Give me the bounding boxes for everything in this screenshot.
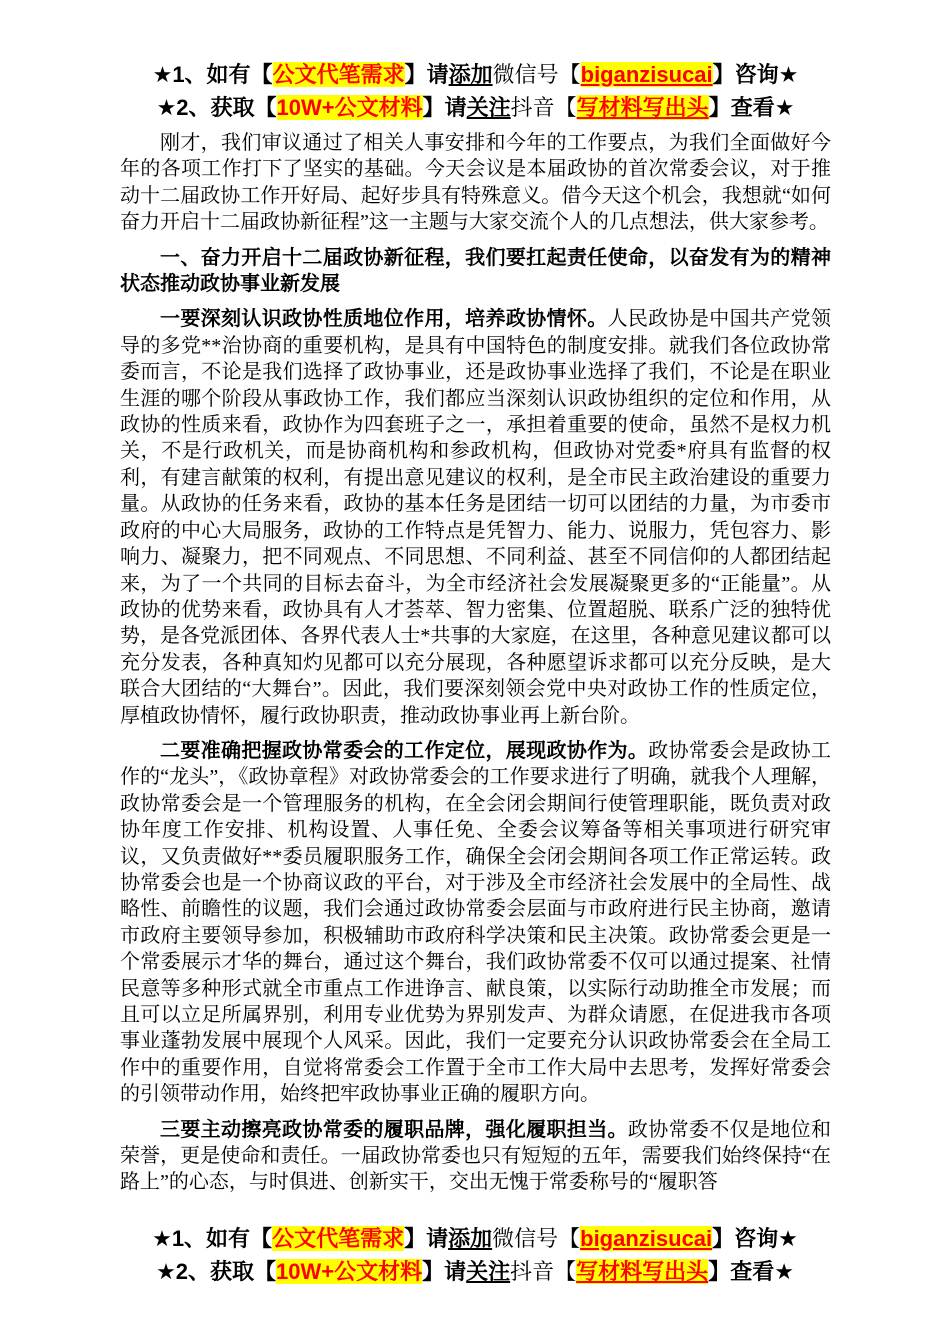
- promo-segment: 10W+公文材料: [276, 95, 423, 120]
- promo-segment: ★2、获取【: [156, 95, 277, 120]
- body-paragraph: [120, 306, 831, 729]
- body-paragraph: [120, 1117, 831, 1196]
- promo-segment: 写材料写出头: [576, 1259, 709, 1284]
- promo-segment: 】查看★: [708, 1259, 794, 1284]
- promo-segment: biganzisucai: [580, 62, 713, 87]
- document-body: [120, 130, 831, 1205]
- promo-banner-bottom: [0, 1222, 950, 1288]
- promo-segment: 】咨询★: [712, 62, 799, 87]
- promo-segment: ★2、获取【: [156, 1259, 277, 1284]
- paragraph-text: 政协常委会是政协工作的“龙头”，《政协章程》对政协常委会的工作要求进行了明确，就我个人理解，政协常委会是一个管理服务的机构，在全会闭会期间行使管理职能，既负责对政协年度工作安排、机构设置、人事任免、全委会议筹备等相关事项进行研究审议，又负责做好**委员履职服务工作，确保全会闭会期间各项工作正常运转。政协常委会也是一个协商议政的平台，对于涉及全市经济社会发展中的全局性、战略性、前瞻性的议题，我们会通过政协常委会层面与市政府进行民主协商，邀请市政府主要领导参加，积极辅助市政府科学决策和民主决策。政协常委会更是一个常委展示才华的舞台，通过这个舞台，我们政协常委不仅可以通过提案、社情民意等多种形式就全市重点工作进诤言、献良策，以实际行动助推全市发展；而且可以立足所属界别，利用专业优势为界别发声、为群众请愿，在促进我市各项事业蓬勃发展中展现个人风采。因此，我们一定要充分认识政协常委会在全局工作中的重要作用，自觉将常委会工作置于全市工作大局中去思考，发挥好常委会的引领带动作用，始终把牢政协事业正确的履职方向。: [120, 739, 831, 1106]
- promo-segment: 】咨询★: [712, 1226, 798, 1251]
- promo-segment: 10W+公文材料: [276, 1259, 423, 1284]
- paragraph-text: 人民政协是中国共产党领导的多党**治协商的重要机构，是具有中国特色的制度安排。就我们各位政协常委而言，不论是我们选择了政协事业，还是政协事业选择了我们，不论是在职业生涯的哪个阶段从事政协工作，我们都应当深刻认识政协组织的定位和作用，从政协的性质来看，政协作为四套班子之一，承担着重要的使命，虽然不是权力机关，不是行政机关，而是协商机构和参政机构，但政协对党委*府具有监督的权利，有建言献策的权利，有提出意见建议的权利，是全市民主政治建设的重要力量。从政协的任务来看，政协的基本任务是团结一切可以团结的力量，为市委市政府的中心大局服务，政协的工作特点是凭智力、能力、说服力，凭包容力、影响力、凝聚力，把不同观点、不同思想、不同利益、甚至不同信仰的人都团结起来，为了一个共同的目标去奋斗，为全市经济社会发展凝聚更多的“正能量”。从政协的优势来看，政协具有人才荟萃、智力密集、位置超脱、联系广泛的独特优势，是各党派团体、各界代表人士*共事的大家庭，在这里，各种意见建议都可以充分发表，各种真知灼见都可以充分展现，各种愿望诉求都可以充分反映，是大联合大团结的“大舞台”。因此，我们要深刻领会党中央对政协工作的性质定位，厚植政协情怀，履行政协职责，推动政协事业再上新台阶。: [120, 308, 831, 727]
- paragraph-lead-text: 二要准确把握政协常委会的工作定位，展现政协作为。: [160, 739, 649, 762]
- promo-line: [0, 1255, 950, 1288]
- promo-segment: biganzisucai: [580, 1226, 713, 1251]
- promo-segment: 微信号【: [492, 62, 581, 87]
- paragraph-lead-text: 三要主动擦亮政协常委的履职品牌，强化履职担当。: [160, 1118, 628, 1141]
- paragraph-lead-text: 一要深刻认识政协性质地位作用，培养政协情怀。: [160, 308, 608, 331]
- paragraph-text: 刚才，我们审议通过了相关人事安排和今年的工作要点，为我们全面做好今年的各项工作打下了坚实的基础。今天会议是本届政协的首次常委会议，对于推动十二届政协工作开好局、起好步具有特殊意义。借今天这个机会，我想就“如何奋力开启十二届政协新征程”这一主题与大家交流个人的几点想法，供大家参考。: [120, 132, 831, 234]
- promo-segment: 公文代笔需求: [272, 1226, 405, 1251]
- promo-segment: 公文代笔需求: [272, 62, 405, 87]
- promo-segment: ★1、如有【: [152, 1226, 273, 1251]
- promo-segment: 】查看★: [708, 95, 795, 120]
- promo-segment: 关注: [466, 1259, 511, 1284]
- promo-segment: 添加: [448, 1226, 493, 1251]
- promo-line: [120, 58, 831, 91]
- paragraph-text: 政协常委不仅是地位和荣誉，更是使命和责任。一届政协常委也只有短短的五年，需要我们始终保持“在路上”的心态，与时俱进、创新实干，交出无愧于常委称号的“履职答: [120, 1118, 831, 1194]
- promo-segment: 关注: [466, 95, 511, 120]
- promo-segment: 】请: [422, 95, 467, 120]
- promo-segment: 】请: [404, 62, 449, 87]
- promo-segment: 写材料写出头: [576, 95, 709, 120]
- promo-segment: 抖音【: [510, 1259, 577, 1284]
- promo-banner-top: [120, 58, 831, 124]
- body-paragraph: [120, 130, 831, 236]
- promo-segment: 微信号【: [492, 1226, 581, 1251]
- paragraph-lead-text: 一、奋力开启十二届政协新征程，我们要扛起责任使命，以奋发有为的精神状态推动政协事业新发展: [120, 246, 831, 296]
- promo-segment: ★1、如有【: [152, 62, 273, 87]
- promo-segment: 】请: [422, 1259, 467, 1284]
- body-paragraph: [120, 738, 831, 1108]
- promo-segment: 添加: [448, 62, 493, 87]
- promo-segment: 】请: [404, 1226, 449, 1251]
- promo-segment: 抖音【: [510, 95, 577, 120]
- promo-line: [0, 1222, 950, 1255]
- promo-line: [120, 91, 831, 124]
- section-heading: [120, 245, 831, 298]
